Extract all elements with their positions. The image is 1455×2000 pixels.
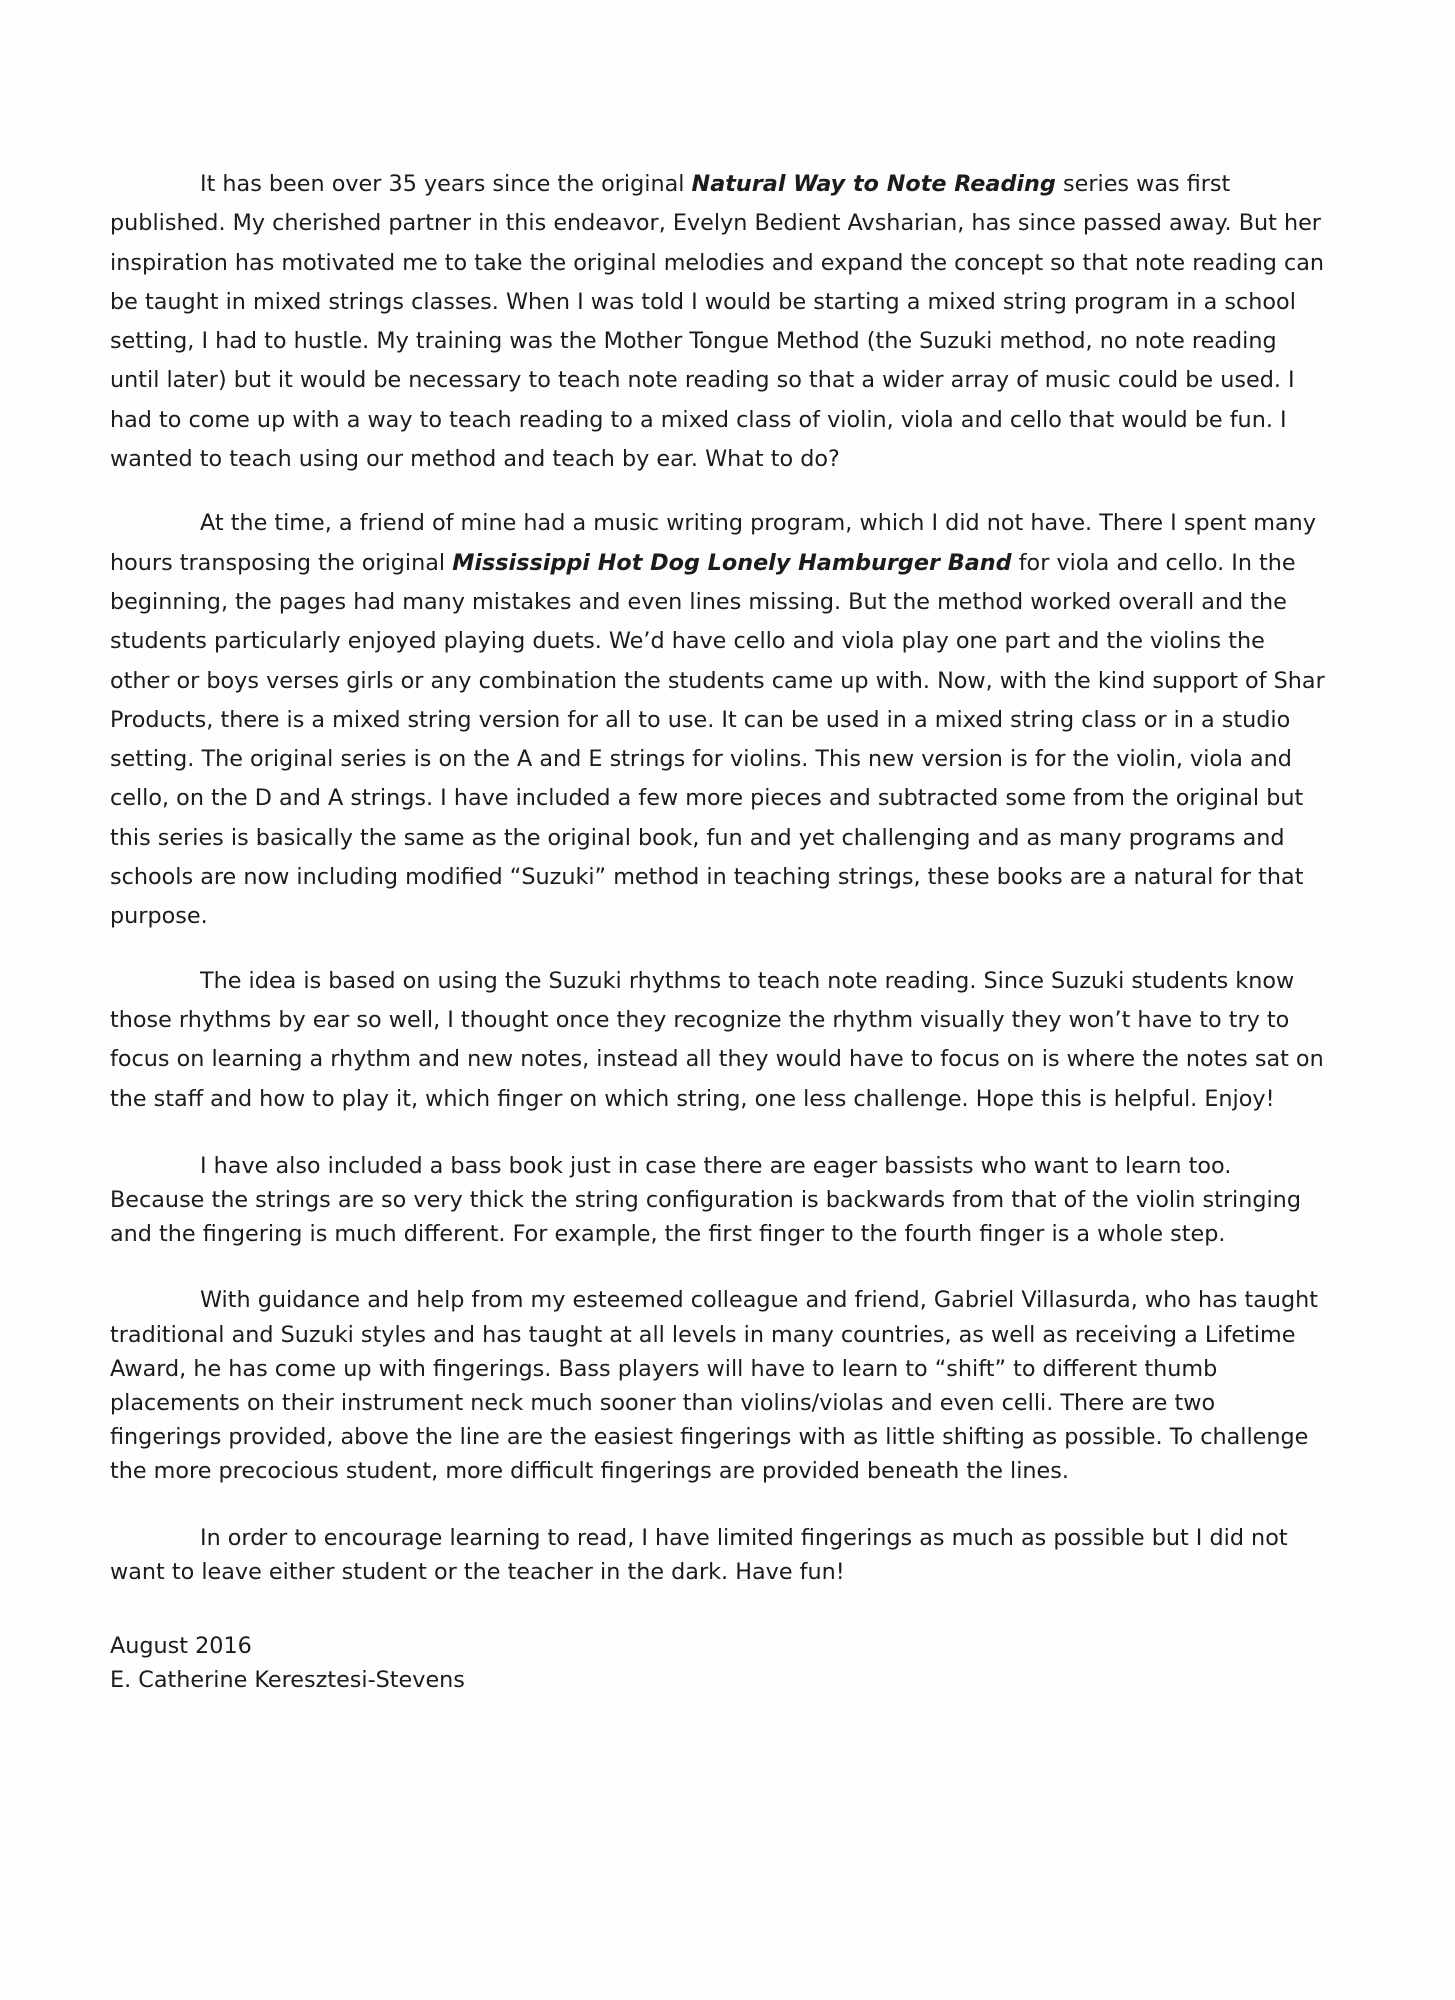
signature-date: August 2016 bbox=[110, 1633, 252, 1660]
text-segment: The idea is based on using the Suzuki rhythms to teach note reading. Since Suzuki students know those rhythms by ear so well, I thought once they recognize the rhythm visually they won’t have to try to focus on learning a rhythm and new notes, instead all they would have to focus on is where the notes sat on the staff and how to play it, which finger on which string, one less challenge. Hope this is helpful. Enjoy! bbox=[110, 967, 1324, 1112]
paragraph-bass-book bbox=[110, 1149, 1325, 1252]
text-segment: for viola and cello. In the beginning, the pages had many mistakes and even lines missing. But the method worked overall and the students particularly enjoyed playing duets. We’d have cello and viola play one part and the violins the other or boys verses girls or any combination the students came up with. Now, with the kind support of Shar Products, there is a mixed string version for all to use. It can be used in a mixed string class or in a studio setting. The original series is on the A and E strings for violins. This new version is for the violin, viola and cello, on the D and A strings. I have included a few more pieces and subtracted some from the original but this series is basically the same as the original book, fun and yet challenging and as many programs and schools are now including modified “Suzuki” method in teaching strings, these books are a natural for that purpose. bbox=[110, 549, 1325, 930]
signature-author: E. Catherine Keresztesi-Stevens bbox=[110, 1667, 465, 1694]
book-title-mississippi: Mississippi Hot Dog Lonely Hamburger Band bbox=[452, 549, 1012, 576]
text-segment: With guidance and help from my esteemed colleague and friend, Gabriel Villasurda, who has taught traditional and Suzuki styles and has taught at all levels in many countries, as well as receiving a Lifetime Award, he has come up with fingerings. Bass players will have to learn to “shift” to different thumb placements on their instrument neck much sooner than violins/violas and even celli. There are two fingerings provided, above the line are the easiest fingerings with as little shifting as possible. To challenge the more precocious student, more difficult fingerings are provided beneath the lines. bbox=[110, 1287, 1319, 1485]
paragraph-fingerings bbox=[110, 1283, 1325, 1488]
text-segment: I have also included a bass book just in case there are eager bassists who want to learn too. Because the strings are so very thick the string configuration is backwards from that of the violin stringing and the fingering is much different. For example, the first finger to the fourth finger is a whole step. bbox=[110, 1152, 1301, 1248]
paragraph-idea bbox=[110, 962, 1325, 1119]
text-segment: In order to encourage learning to read, I have limited fingerings as much as possible but I did not want to leave either student or the teacher in the dark. Have fun! bbox=[110, 1524, 1288, 1585]
text-segment: It has been over 35 years since the original bbox=[200, 171, 692, 197]
book-title-natural-way: Natural Way to Note Reading bbox=[691, 171, 1056, 197]
paragraph-closing bbox=[110, 1521, 1325, 1589]
paragraph-history bbox=[110, 504, 1325, 936]
text-segment: series was first published. My cherished partner in this endeavor, Evelyn Bedient Avsharian, has since passed away. But her inspiration has motivated me to take the original melodies and expand the concept so that note reading can be taught in mixed strings classes. When I was told I would be starting a mixed string program in a school setting, I had to hustle. My training was the Mother Tongue Method (the Suzuki method, no note reading until later) but it would be necessary to teach note reading so that a wider array of music could be used. I had to come up with a way to teach reading to a mixed class of violin, viola and cello that would be fun. I wanted to teach using our method and teach by ear. What to do? bbox=[110, 171, 1325, 473]
letter-body bbox=[110, 165, 1325, 1697]
paragraph-intro bbox=[110, 165, 1325, 479]
text-segment: At the time, a friend of mine had a music writing program, which I did not have. There I spent many hours transposing the original bbox=[110, 510, 1317, 576]
